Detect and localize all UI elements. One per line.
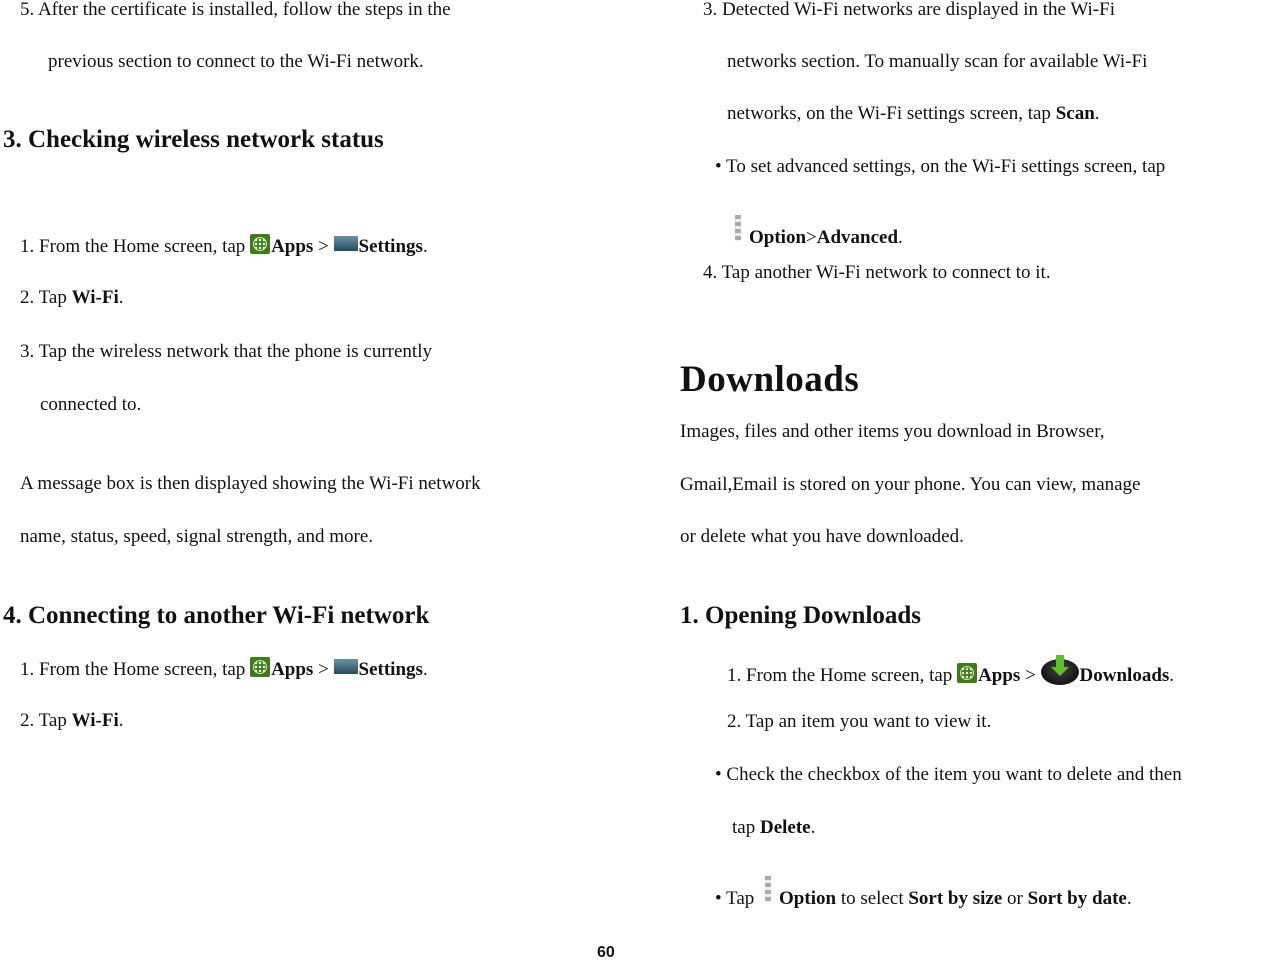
heading-checking-status: 3. Checking wireless network status [3, 126, 384, 153]
text: > [313, 236, 334, 257]
text: 1. From the Home screen, tap [20, 236, 251, 257]
text: . [118, 710, 124, 731]
apps-icon [250, 657, 270, 677]
text: . [118, 287, 124, 308]
text: or [1002, 888, 1028, 909]
option-menu-icon [765, 876, 771, 902]
option-label: Option [779, 888, 837, 909]
text-line: name, status, speed, signal strength, and more. [20, 526, 374, 547]
heading-opening-downloads: 1. Opening Downloads [680, 602, 922, 629]
step-2: 2. Tap an item you want to view it. [727, 711, 992, 732]
text: 2. Tap [20, 287, 72, 308]
text-line [732, 816, 815, 840]
sort-by-date-label: Sort by date [1027, 888, 1127, 909]
apps-icon [250, 234, 270, 254]
text: 1. From the Home screen, tap [727, 665, 958, 686]
text: tap [732, 817, 760, 838]
text: . [1169, 665, 1175, 686]
text: > [806, 227, 817, 248]
text-line: 3. Detected Wi-Fi networks are displayed in the Wi-Fi [703, 0, 1115, 20]
text: . [1126, 888, 1132, 909]
settings-icon [334, 659, 358, 674]
text: . [1094, 103, 1100, 124]
text: . [422, 236, 428, 257]
text: . [898, 227, 903, 248]
step-1 [20, 234, 428, 259]
text: > [313, 659, 334, 680]
sort-by-size-label: Sort by size [908, 888, 1003, 909]
settings-label: Settings [358, 659, 423, 680]
text-line: connected to. [40, 394, 142, 415]
text: 2. Tap [20, 710, 72, 731]
text: 1. From the Home screen, tap [20, 659, 251, 680]
text-line [727, 102, 1100, 126]
text-line: A message box is then displayed showing the Wi-Fi network [20, 473, 481, 494]
text-line [715, 876, 1132, 911]
text-line: previous section to connect to the Wi-Fi network. [48, 51, 424, 72]
option-label: Option [749, 227, 807, 248]
settings-icon [334, 236, 358, 251]
text-line: Images, files and other items you download in Browser, [680, 421, 1105, 442]
downloads-label: Downloads [1079, 665, 1170, 686]
step-1 [727, 659, 1174, 688]
wifi-label: Wi-Fi [71, 287, 119, 308]
text: to select [836, 888, 909, 909]
heading-connecting: 4. Connecting to another Wi-Fi network [3, 602, 430, 629]
text-line: • Check the checkbox of the item you want to delete and then [715, 764, 1182, 785]
text-line [735, 215, 903, 250]
step-1 [20, 657, 428, 682]
settings-label: Settings [358, 236, 423, 257]
apps-label: Apps [978, 665, 1021, 686]
text-line: • To set advanced settings, on the Wi-Fi settings screen, tap [715, 156, 1166, 177]
option-menu-icon [735, 215, 741, 241]
text: networks, on the Wi-Fi settings screen, tap [727, 103, 1056, 124]
text-line: Gmail,Email is stored on your phone. You can view, manage [680, 474, 1141, 495]
text: . [422, 659, 428, 680]
step-3: 3. Tap the wireless network that the phone is currently [20, 341, 432, 362]
step-2 [20, 286, 124, 310]
apps-label: Apps [271, 659, 314, 680]
apps-icon [957, 663, 977, 683]
apps-label: Apps [271, 236, 314, 257]
step-2 [20, 709, 124, 733]
text-line: networks section. To manually scan for available Wi-Fi [727, 51, 1148, 72]
download-icon [1041, 659, 1079, 685]
text: > [1020, 665, 1041, 686]
page-number: 60 [597, 944, 615, 961]
text: . [810, 817, 816, 838]
text: • Tap [715, 888, 760, 909]
text-line: or delete what you have downloaded. [680, 526, 964, 547]
heading-downloads: Downloads [680, 359, 860, 400]
scan-label: Scan [1055, 103, 1095, 124]
text-line: 4. Tap another Wi-Fi network to connect to it. [703, 262, 1051, 283]
advanced-label: Advanced [816, 227, 899, 248]
wifi-label: Wi-Fi [71, 710, 119, 731]
text-line: 5. After the certificate is installed, follow the steps in the [20, 0, 451, 20]
delete-label: Delete [759, 817, 811, 838]
